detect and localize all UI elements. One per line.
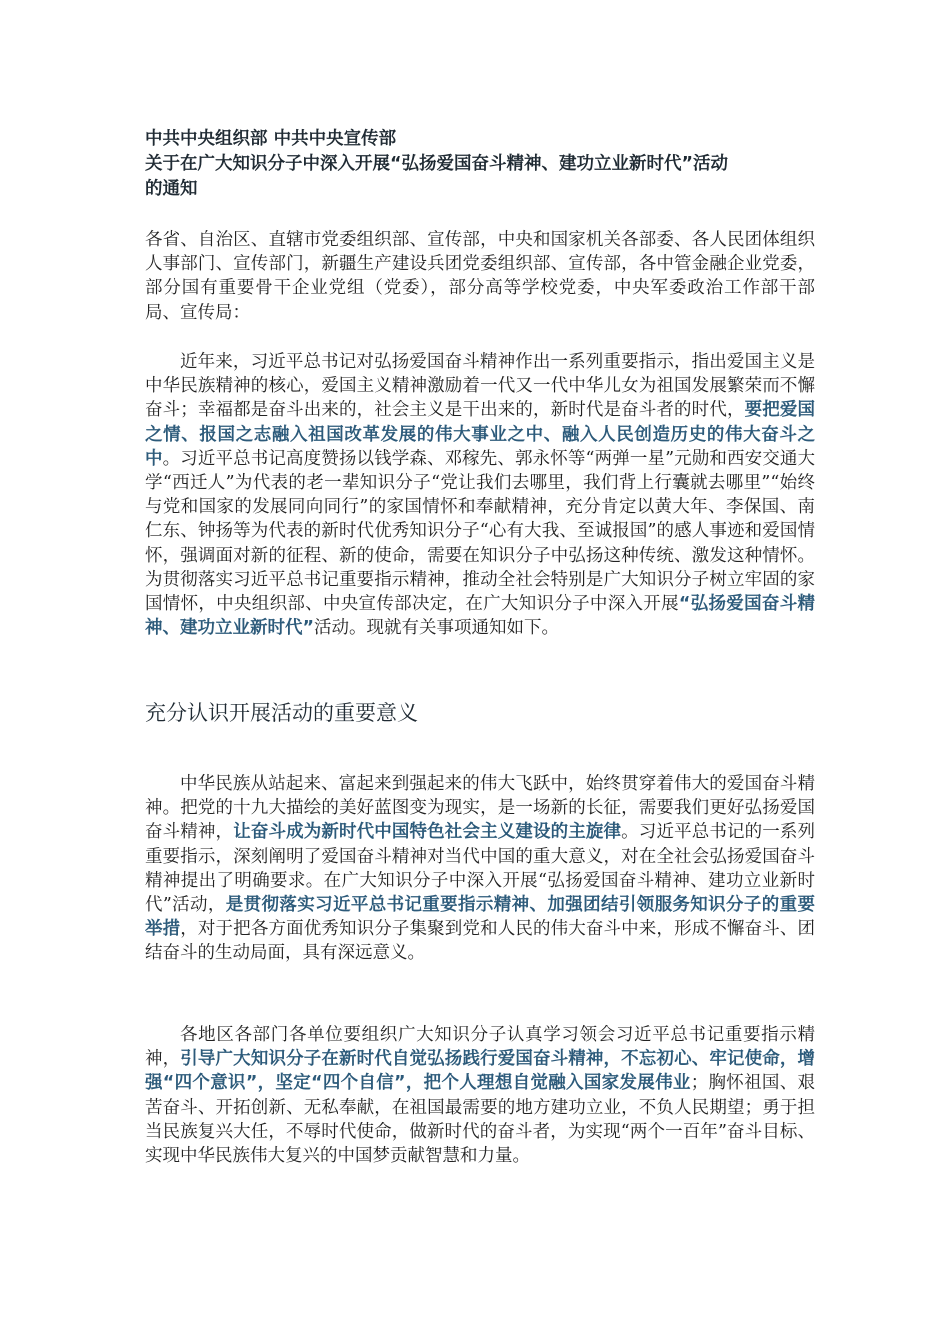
section2-highlight-1: 引导广大知识分子在新时代自觉弘扬践行爱国奋斗精神，不忘初心、牢记使命，增强“四个意识”，坚定“四个自信”，把个人理想自觉融入国家发展伟业 [145, 1049, 816, 1094]
section1-highlight-2: 是贯彻落实习近平总书记重要指示精神、加强团结引领服务知识分子的重要举措 [145, 895, 815, 940]
intro-highlight-2: “弘扬爱国奋斗精神、建功立业新时代” [145, 594, 815, 639]
intro-text-2: 。习近平总书记高度赞扬以钱学森、邓稼先、郭永怀等“两弹一星”元勋和西安交通大学“西迁人”为代表的老一辈知识分子“党让我们去哪里，我们背上行囊就去哪里”“始终与党和国家的发展同向同行”的家国情怀和奉献精神，充分肯定以黄大年、李保国、南仁东、钟扬等为代表的新时代优秀知识分子“心有大我、至诚报国”的感人事迹和爱国情怀，强调面对新的征程、新的使命，需要在知识分子中弘扬这种传统、激发这种情怀。为贯彻落实习近平总书记重要指示精神，推动全社会特别是广大知识分子树立牢固的家国情怀，中央组织部、中央宣传部决定，在广大知识分子中深入开展 [145, 448, 816, 615]
intro-paragraph [145, 350, 815, 640]
section1-text-2: 。习近平总书记的一系列重要指示，深刻阐明了爱国奋斗精神对当代中国的重大意义，对在全社会弘扬爱国奋斗精神提出了明确要求。在广大知识分子中深入开展“弘扬爱国奋斗精神、建功立业新时代”活动， [145, 822, 816, 916]
title-line: 关于在广大知识分子中深入开展“弘扬爱国奋斗精神、建功立业新时代”活动 [145, 154, 729, 174]
section1-paragraph [145, 772, 815, 966]
intro-highlight-1: 要把爱国之情、报国之志融入祖国改革发展的伟大事业之中、融入人民创造历史的伟大奋斗之中 [145, 400, 815, 469]
section1-text-3: ，对于把各方面优秀知识分子集聚到党和人民的伟大奋斗中来，形成不懈奋斗、团结奋斗的生动局面，具有深远意义。 [145, 919, 816, 964]
intro-text-3: 活动。现就有关事项通知如下。 [314, 618, 560, 639]
issuer-line: 中共中央组织部 中共中央宣传部 [145, 129, 397, 149]
section-title: 充分认识开展活动的重要意义 [145, 701, 418, 725]
intro-text-1: 近年来，习近平总书记对弘扬爱国奋斗精神作出一系列重要指示，指出爱国主义是中华民族精神的核心，爱国主义精神激励着一代又一代中华儿女为祖国发展繁荣而不懈奋斗；幸福都是奋斗出来的，社会主义是干出来的，新时代是奋斗者的时代， [145, 352, 815, 421]
section1-highlight-1: 让奋斗成为新时代中国特色社会主义建设的主旋律 [233, 822, 622, 843]
section2-paragraph [145, 1023, 815, 1168]
addressees: 各省、自治区、直辖市党委组织部、宣传部，中央和国家机关各部委、各人民团体组织人事部门、宣传部门，新疆生产建设兵团党委组织部、宣传部，各中管金融企业党委，部分国有重要骨干企业党组（党委），部分高等学校党委，中央军委政治工作部干部局、宣传局： [145, 230, 815, 323]
document-header [145, 127, 815, 202]
section1-text-1: 中华民族从站起来、富起来到强起来的伟大飞跃中，始终贯穿着伟大的爱国奋斗精神。把党的十九大描绘的美好蓝图变为现实，是一场新的长征，需要我们更好弘扬爱国奋斗精神， [145, 774, 815, 843]
title-line-end: 的通知 [145, 179, 198, 199]
section2-text-2: ；胸怀祖国、艰苦奋斗、开拓创新、无私奉献，在祖国最需要的地方建功立业，不负人民期望；勇于担当民族复兴大任，不辱时代使命，做新时代的奋斗者，为实现“两个一百年”奋斗目标、实现中华民族伟大复兴的中国梦贡献智慧和力量。 [145, 1073, 816, 1167]
section2-text-1: 各地区各部门各单位要组织广大知识分子认真学习领会习近平总书记重要指示精神， [145, 1025, 815, 1070]
